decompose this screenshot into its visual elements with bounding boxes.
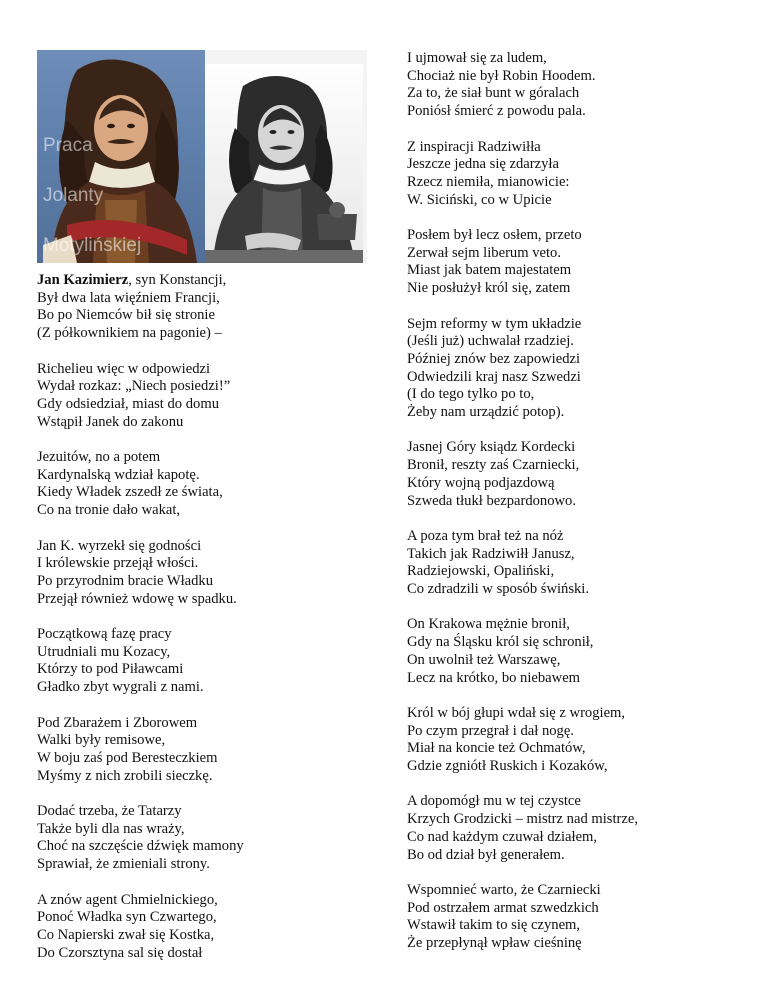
poem-line: Gdzie zgniótł Ruskich i Kozaków,	[407, 758, 608, 775]
poem-line: A dopomógł mu w tej czystce	[407, 793, 581, 810]
poem-line: Utrudniali mu Kozacy,	[37, 643, 171, 660]
poem-line: W. Siciński, co w Upicie	[407, 191, 552, 208]
poem-line: Po przyrodnim bracie Władku	[37, 572, 214, 589]
stanza	[407, 439, 737, 510]
poem-line: Jan K. wyrzekł się godności	[37, 537, 202, 554]
watermark-line: Motylińskiej	[43, 235, 142, 256]
stanza	[37, 803, 367, 874]
poem-line: Co Napierski zwał się Kostka,	[37, 926, 215, 943]
poem-line: Co zdradzili w sposób świński.	[407, 581, 590, 598]
stanza	[407, 793, 737, 864]
poem-line: Myśmy z nich zrobili sieczkę.	[37, 767, 213, 784]
portrait-image	[37, 50, 367, 263]
poem-line: Rzecz niemiła, mianowicie:	[407, 173, 570, 190]
king-name: Jan Kazimierz	[37, 272, 129, 288]
poem-line: Gdy odsiedział, miast do domu	[37, 395, 219, 412]
poem-line: Nie posłużył król się, zatem	[407, 280, 571, 297]
poem-line: Do Czorsztyna sal się dostał	[37, 944, 203, 961]
poem-line: Także byli dla nas wraży,	[37, 820, 185, 837]
watermark-line: Jolanty	[43, 185, 104, 206]
stanza	[37, 626, 367, 697]
poem-line: Richelieu więc w odpowiedzi	[37, 360, 211, 377]
poem-line: Wstąpił Janek do zakonu	[37, 413, 184, 430]
stanza	[407, 528, 737, 599]
right-text-column	[407, 50, 737, 970]
stanza	[37, 361, 367, 432]
poem-line: Który wojną podjazdową	[407, 474, 555, 491]
poem-line: (Z półkownikiem na pagonie) –	[37, 325, 222, 342]
poem-line: Z inspiracji Radziwiłła	[407, 138, 541, 155]
stanza	[407, 616, 737, 687]
poem-line: Król w bój głupi wdał się z wrogiem,	[407, 704, 626, 721]
stanza	[37, 715, 367, 786]
poem-line: Zerwał sejm liberum veto.	[407, 244, 561, 261]
poem-first-line	[37, 272, 367, 290]
poem-line: Chociaż nie był Robin Hoodem.	[407, 67, 596, 84]
poem-line: (Jeśli już) uchwalał rzadziej.	[407, 333, 574, 350]
poem-line: Jezuitów, no a potem	[37, 449, 161, 465]
poem-line: I królewskie przejął włości.	[37, 555, 199, 572]
stanza	[37, 272, 367, 343]
stanza	[407, 882, 737, 953]
stanza	[37, 538, 367, 609]
poem-line: I ujmował się za ludem,	[407, 50, 547, 66]
poem-line: Bo po Niemców bił się stronie	[37, 307, 215, 324]
poem-line: Początkową fazę pracy	[37, 626, 172, 642]
poem-line: Jasnej Góry ksiądz Kordecki	[407, 439, 576, 456]
poem-line: Poniósł śmierć z powodu pala.	[407, 103, 586, 120]
poem-line: Walki były remisowe,	[37, 732, 166, 749]
stanza	[37, 892, 367, 963]
poem-line: Takich jak Radziwiłł Janusz,	[407, 545, 575, 562]
stanza	[407, 139, 737, 210]
poem-line: Przejął również wdowę w spadku.	[37, 590, 237, 607]
left-text-column	[37, 272, 367, 980]
poem-line: Miał na koncie też Ochmatów,	[407, 740, 586, 757]
poem-line: Miast jak batem majestatem	[407, 262, 572, 279]
poem-line: Bronił, reszty zaś Czarniecki,	[407, 457, 580, 474]
poem-line: Szweda tłukł bezpardonowo.	[407, 492, 576, 509]
poem-line: Że przepłynął wpław cieśninę	[407, 935, 582, 952]
poem-line: Odwiedzili kraj nasz Szwedzi	[407, 368, 581, 385]
poem-line: Bo od dział był generałem.	[407, 846, 565, 863]
poem-line: Później znów bez zapowiedzi	[407, 350, 581, 367]
poem-line: Po czym przegrał i dał nogę.	[407, 722, 574, 739]
stanza	[37, 449, 367, 520]
poem-line: Sejm reformy w tym układzie	[407, 315, 582, 332]
poem-line: Posłem był lecz osłem, przeto	[407, 227, 582, 243]
poem-line: Wstawił takim to się czynem,	[407, 917, 581, 934]
poem-line: Pod Zbarażem i Zborowem	[37, 714, 198, 731]
poem-line: Kardynalską wdział kapotę.	[37, 466, 200, 483]
poem-line: Pod ostrzałem armat szwedzkich	[407, 899, 599, 916]
stanza	[407, 227, 737, 298]
poem-line: Kiedy Władek zszedł ze świata,	[37, 484, 223, 501]
first-line-rest: , syn Konstancji,	[128, 272, 227, 288]
watermark-line: Praca	[43, 135, 93, 156]
watermark-text	[43, 108, 243, 263]
poem-line: Jeszcze jedna się zdarzyła	[407, 156, 559, 173]
poem-line: On Krakowa mężnie bronił,	[407, 616, 570, 633]
stanza	[407, 705, 737, 776]
poem-line: Gdy na Śląsku król się schronił,	[407, 634, 594, 651]
poem-line: On uwolnił też Warszawę,	[407, 651, 561, 668]
poem-line: Wydał rozkaz: „Niech posiedzi!”	[37, 378, 231, 395]
poem-line: Ponoć Władka syn Czwartego,	[37, 909, 217, 926]
poem-line: Którzy to pod Piławcami	[37, 661, 184, 678]
poem-line: Sprawiał, że zmieniali strony.	[37, 856, 210, 873]
poem-line: Krzych Grodzicki – mistrz nad mistrze,	[407, 811, 638, 828]
poem-line: A poza tym brał też na nóż	[407, 527, 564, 544]
poem-line: Radziejowski, Opaliński,	[407, 563, 555, 580]
poem-line: Był dwa lata więźniem Francji,	[37, 289, 220, 306]
stanza	[407, 50, 737, 121]
poem-line: Wspomnieć warto, że Czarniecki	[407, 881, 601, 898]
poem-line: W boju zaś pod Beresteczkiem	[37, 749, 218, 766]
poem-line: Co nad każdym czuwał działem,	[407, 828, 598, 845]
poem-line: Gładko zbyt wygrali z nami.	[37, 679, 204, 696]
poem-line: Lecz na krótko, bo niebawem	[407, 669, 581, 686]
poem-line: Co na tronie dało wakat,	[37, 502, 181, 519]
poem-line: (I do tego tylko po to,	[407, 386, 535, 403]
poem-line: A znów agent Chmielnickiego,	[37, 891, 218, 908]
poem-line: Choć na szczęście dźwięk mamony	[37, 838, 244, 855]
poem-line: Dodać trzeba, że Tatarzy	[37, 803, 182, 819]
stanza	[407, 316, 737, 422]
poem-line: Za to, że siał bunt w góralach	[407, 85, 580, 102]
poem-line: Żeby nam urządzić potop).	[407, 404, 565, 421]
